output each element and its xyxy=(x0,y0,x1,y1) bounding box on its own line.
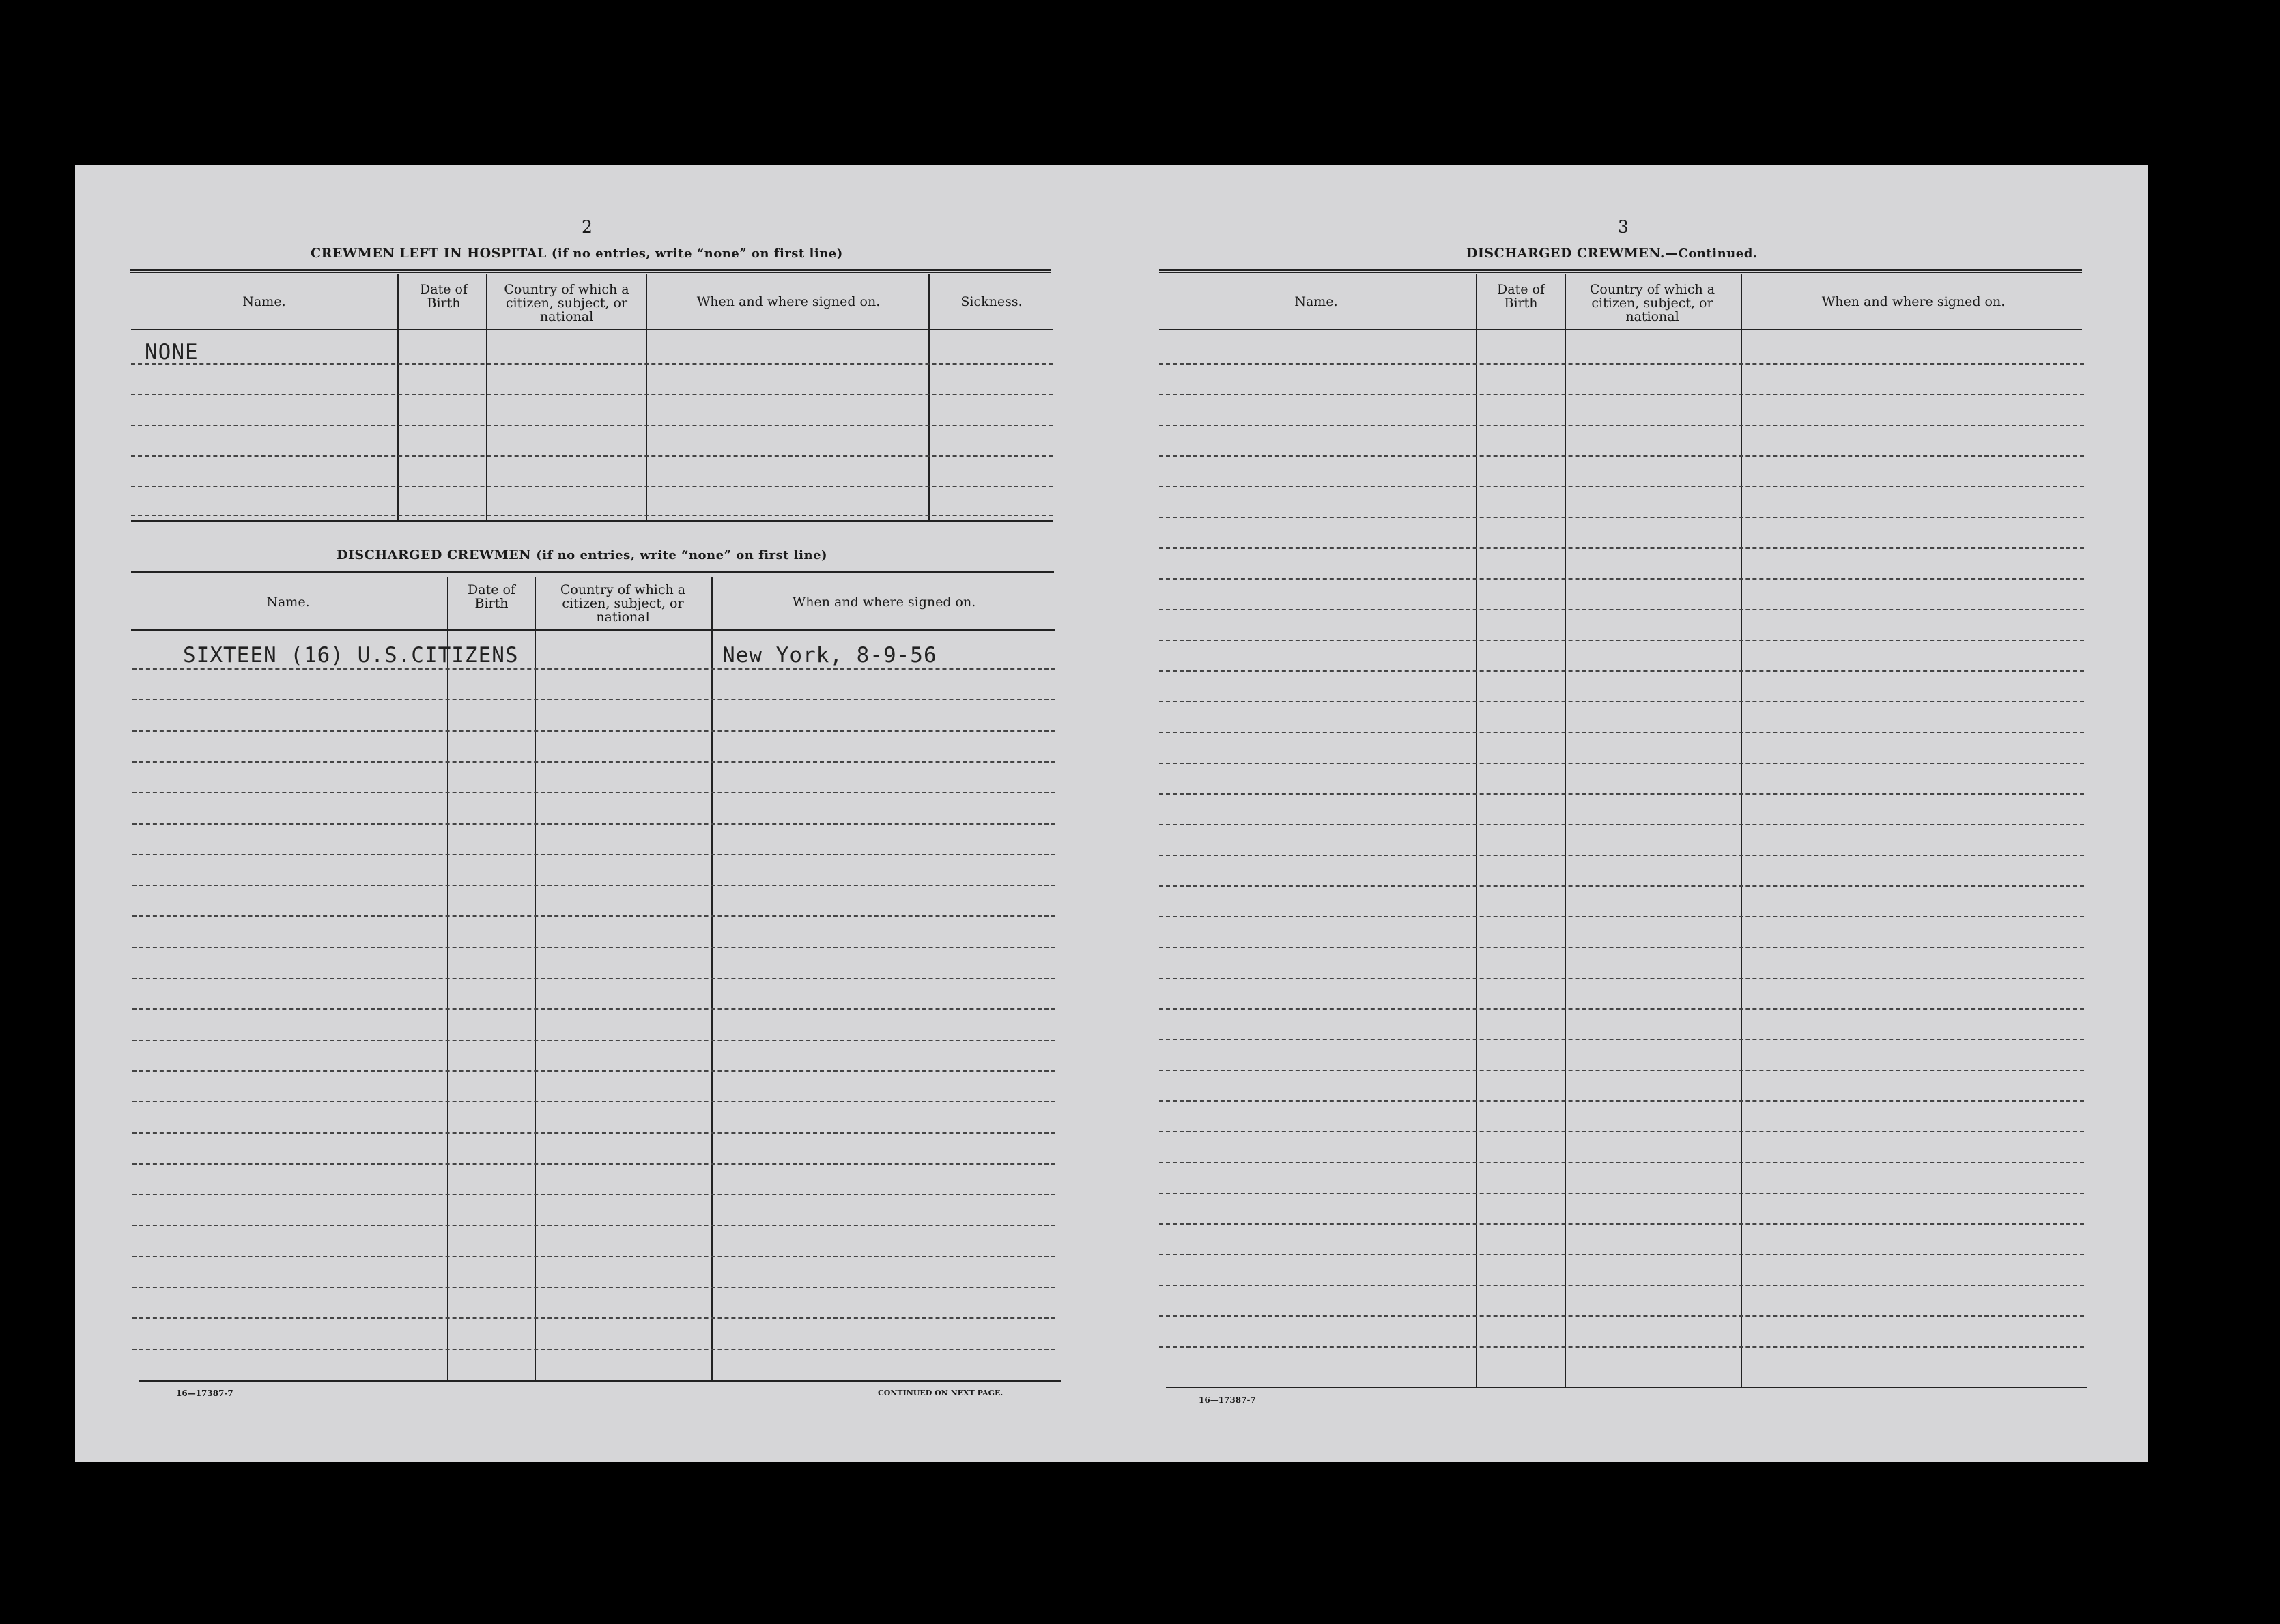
page-number: 2 xyxy=(582,217,593,237)
discharged-col-divider xyxy=(535,577,536,1381)
hospital-col-divider xyxy=(397,274,399,522)
table-row xyxy=(1159,824,2084,825)
table-row xyxy=(1159,609,2084,610)
discharged-entry-name: SIXTEEN (16) U.S.CITIZENS xyxy=(183,643,519,668)
table-row xyxy=(132,730,1055,732)
table-row xyxy=(1159,1346,2084,1348)
discharged-header-country: Country of which a citizen, subject, or national xyxy=(560,582,686,625)
table-row xyxy=(1159,1070,2084,1071)
hospital-header-rule xyxy=(131,329,1053,330)
hospital-header-country: Country of which a citizen, subject, or national xyxy=(504,282,629,324)
table-row xyxy=(1159,1131,2084,1132)
table-row xyxy=(132,699,1055,700)
table-row xyxy=(1159,947,2084,948)
hospital-header-name: Name. xyxy=(242,294,286,309)
table-row xyxy=(131,455,1053,457)
right-header-country: Country of which a citizen, subject, or national xyxy=(1589,282,1715,324)
table-row xyxy=(1159,394,2084,395)
form-number: 16—17387-7 xyxy=(1199,1395,1256,1405)
table-row xyxy=(132,978,1055,979)
table-row xyxy=(132,1132,1055,1134)
discharged-top-rule xyxy=(131,571,1054,575)
table-row xyxy=(132,1070,1055,1072)
continued-note: CONTINUED ON NEXT PAGE. xyxy=(878,1388,1003,1397)
table-row xyxy=(1159,363,2084,365)
table-row xyxy=(1159,670,2084,672)
table-row xyxy=(132,1225,1055,1226)
table-row xyxy=(132,1349,1055,1350)
table-row xyxy=(1159,763,2084,764)
hospital-header-signed: When and where signed on. xyxy=(696,294,881,309)
table-row xyxy=(132,1256,1055,1257)
discharged-title: DISCHARGED CREWMEN xyxy=(337,547,532,562)
discharged-col-divider xyxy=(447,577,448,1381)
table-row xyxy=(1159,547,2084,549)
table-row xyxy=(1159,425,2084,426)
table-row xyxy=(131,486,1053,487)
table-row xyxy=(1159,855,2084,856)
right-header-signed: When and where signed on. xyxy=(1821,294,2006,309)
table-row xyxy=(132,1317,1055,1319)
discharged-section-title xyxy=(337,547,827,562)
hospital-col-divider xyxy=(928,274,930,522)
table-row xyxy=(131,363,1053,365)
hospital-header-sickness: Sickness. xyxy=(960,294,1023,309)
discharged-header-name: Name. xyxy=(266,595,310,610)
table-row xyxy=(1159,978,2084,979)
left-page xyxy=(75,165,1111,1462)
table-row xyxy=(132,915,1055,917)
table-row xyxy=(1159,578,2084,580)
right-bottom-rule xyxy=(1166,1387,2087,1388)
table-row xyxy=(1159,1039,2084,1040)
right-title-sub: Continued. xyxy=(1678,246,1758,261)
table-row xyxy=(1159,640,2084,641)
table-row xyxy=(132,1101,1055,1102)
right-col-divider xyxy=(1741,274,1742,1387)
discharged-subtitle: (if no entries, write “none” on first line) xyxy=(536,548,828,562)
hospital-header-dob: Date of Birth xyxy=(420,282,468,311)
table-row xyxy=(1159,916,2084,917)
hospital-subtitle: (if no entries, write “none” on first line) xyxy=(551,246,843,261)
right-top-rule xyxy=(1159,269,2082,273)
table-row xyxy=(131,425,1053,426)
table-row xyxy=(132,1008,1055,1010)
table-row xyxy=(1159,885,2084,887)
table-row xyxy=(131,515,1053,516)
table-row xyxy=(132,823,1055,825)
table-row xyxy=(1159,1193,2084,1194)
hospital-top-rule xyxy=(130,269,1051,273)
table-row xyxy=(132,885,1055,886)
discharged-header-signed: When and where signed on. xyxy=(792,595,976,610)
table-row xyxy=(1159,1162,2084,1163)
table-row xyxy=(132,792,1055,793)
table-row xyxy=(1159,1008,2084,1010)
table-row xyxy=(132,1287,1055,1288)
table-row xyxy=(132,947,1055,948)
document-sheet xyxy=(75,165,2148,1462)
discharged-entry-signed: New York, 8-9-56 xyxy=(722,643,937,668)
discharged-header-rule xyxy=(131,629,1055,631)
hospital-section-title xyxy=(311,246,843,261)
table-row xyxy=(1159,455,2084,457)
right-header-dob: Date of Birth xyxy=(1497,282,1545,311)
discharged-bottom-rule xyxy=(139,1380,1061,1382)
right-title: DISCHARGED CREWMEN.— xyxy=(1466,246,1679,261)
table-row xyxy=(1159,1100,2084,1102)
table-row xyxy=(1159,1223,2084,1225)
table-row xyxy=(1159,1254,2084,1255)
right-col-divider xyxy=(1476,274,1477,1387)
table-row xyxy=(132,1194,1055,1195)
table-row xyxy=(132,854,1055,855)
right-header-rule xyxy=(1159,329,2082,330)
right-header-name: Name. xyxy=(1294,294,1338,309)
page-number: 3 xyxy=(1618,217,1629,237)
table-row xyxy=(132,668,1055,670)
table-row xyxy=(1159,517,2084,518)
table-row xyxy=(132,761,1055,763)
discharged-header-dob: Date of Birth xyxy=(468,582,515,611)
hospital-title: CREWMEN LEFT IN HOSPITAL xyxy=(311,246,547,261)
table-row xyxy=(1159,1285,2084,1286)
discharged-col-divider xyxy=(711,577,713,1381)
hospital-col-divider xyxy=(486,274,487,522)
right-col-divider xyxy=(1565,274,1566,1387)
table-row xyxy=(1159,1315,2084,1317)
table-row xyxy=(132,1040,1055,1041)
hospital-entry-name: NONE xyxy=(145,340,199,365)
hospital-col-divider xyxy=(646,274,647,522)
right-section-title xyxy=(1466,246,1758,261)
table-row xyxy=(1159,793,2084,795)
table-row xyxy=(131,394,1053,395)
hospital-bottom-rule xyxy=(131,520,1053,522)
right-page xyxy=(1111,165,2148,1462)
table-row xyxy=(1159,701,2084,702)
table-row xyxy=(132,1163,1055,1165)
table-row xyxy=(1159,486,2084,487)
table-row xyxy=(1159,732,2084,733)
form-number: 16—17387-7 xyxy=(176,1388,233,1398)
